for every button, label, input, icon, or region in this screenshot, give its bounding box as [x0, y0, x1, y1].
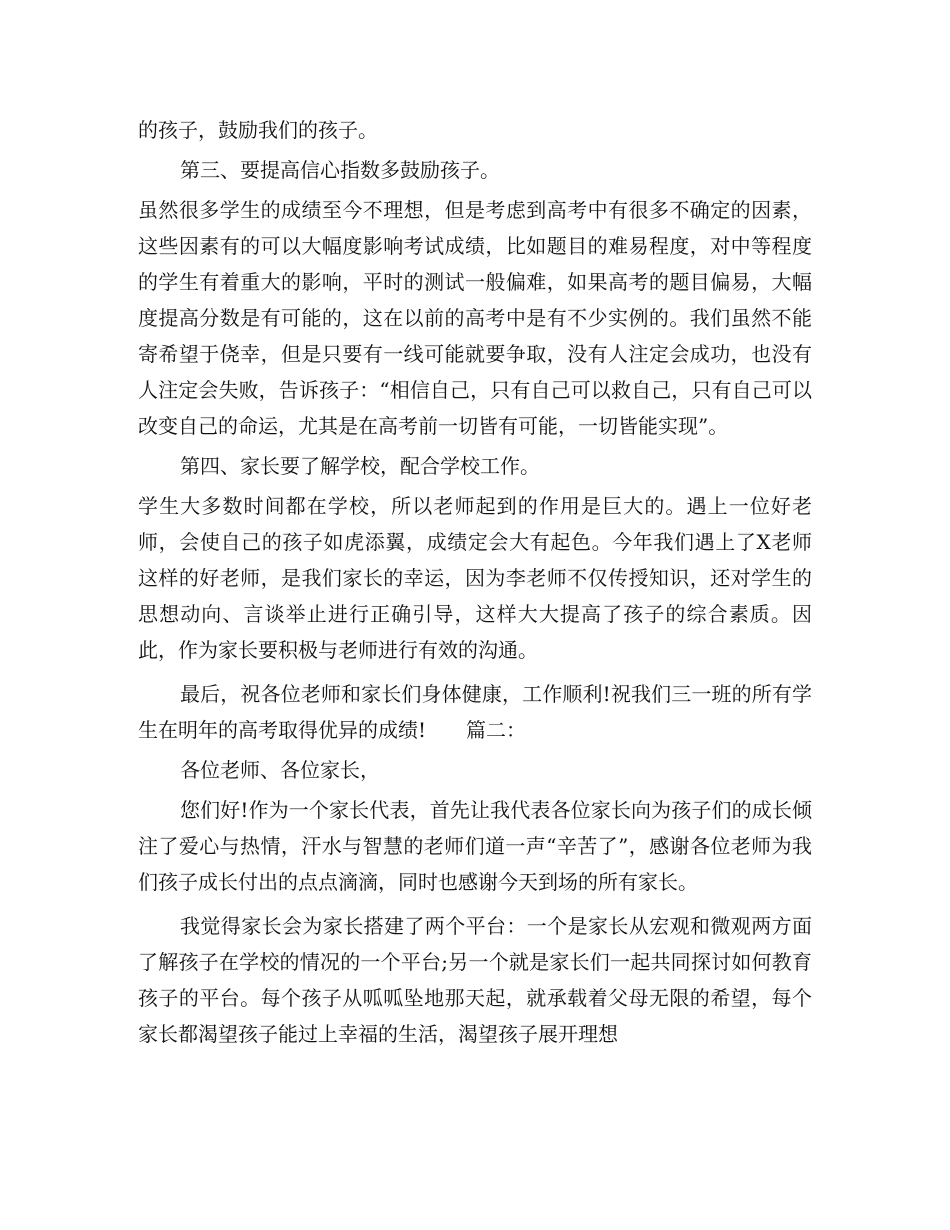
section-heading-four: 第四、家长要了解学校，配合学校工作。: [180, 454, 540, 478]
paragraph-greeting: 您们好!作为一个家长代表，首先让我代表各位家长向为孩子们的成长倾注了爱心与热情，汗水与智慧的老师们道一声“辛苦了”，感谢各位老师为我们孩子成长付出的点点滴滴，同时也感谢今天到场的所有家长。: [138, 798, 812, 894]
paragraph-closing-line: 的孩子，鼓励我们的孩子。: [138, 118, 378, 142]
section-heading-three: 第三、要提高信心指数多鼓励孩子。: [180, 158, 500, 182]
paragraph-confidence: 虽然很多学生的成绩至今不理想，但是考虑到高考中有很多不确定的因素，这些因素有的可以大幅度影响考试成绩，比如题目的难易程度，对中等程度的学生有着重大的影响，平时的测试一般偏难，如果高考的题目偏易，大幅度提高分数是有可能的，这在以前的高考中是有不少实例的。我们虽然不能寄希望于侥幸，但是只要有一线可能就要争取，没有人注定会成功，也没有人注定会失败，告诉孩子：“相信自己，只有自己可以救自己，只有自己可以改变自己的命运，尤其是在高考前一切皆有可能，一切皆能实现”。: [138, 198, 812, 438]
paragraph-school-cooperation: 学生大多数时间都在学校，所以老师起到的作用是巨大的。遇上一位好老师，会使自己的孩子如虎添翼，成绩定会大有起色。今年我们遇上了X老师这样的好老师，是我们家长的幸运，因为李老师不仅传授知识，还对学生的思想动向、言谈举止进行正确引导，这样大大提高了孩子的综合素质。因此，作为家长要积极与老师进行有效的沟通。: [138, 494, 812, 662]
salutation: 各位老师、各位家长，: [180, 758, 380, 782]
part-two-heading: 篇二：: [466, 718, 527, 742]
final-wishes-text: 最后，祝各位老师和家长们身体健康，工作顺利!祝我们三一班的所有学生在明年的高考取得优异的成绩!: [138, 682, 812, 742]
paragraph-two-platforms: 我觉得家长会为家长搭建了两个平台：一个是家长从宏观和微观两方面了解孩子在学校的情况的一个平台;另一个就是家长们一起共同探讨如何教育孩子的平台。每个孩子从呱呱坠地那天起，就承载着父母无限的希望，每个家长都渴望孩子能过上幸福的生活，渴望孩子展开理想: [138, 914, 812, 1046]
document-body: [138, 112, 812, 1052]
paragraph-final-wishes: [138, 676, 812, 748]
